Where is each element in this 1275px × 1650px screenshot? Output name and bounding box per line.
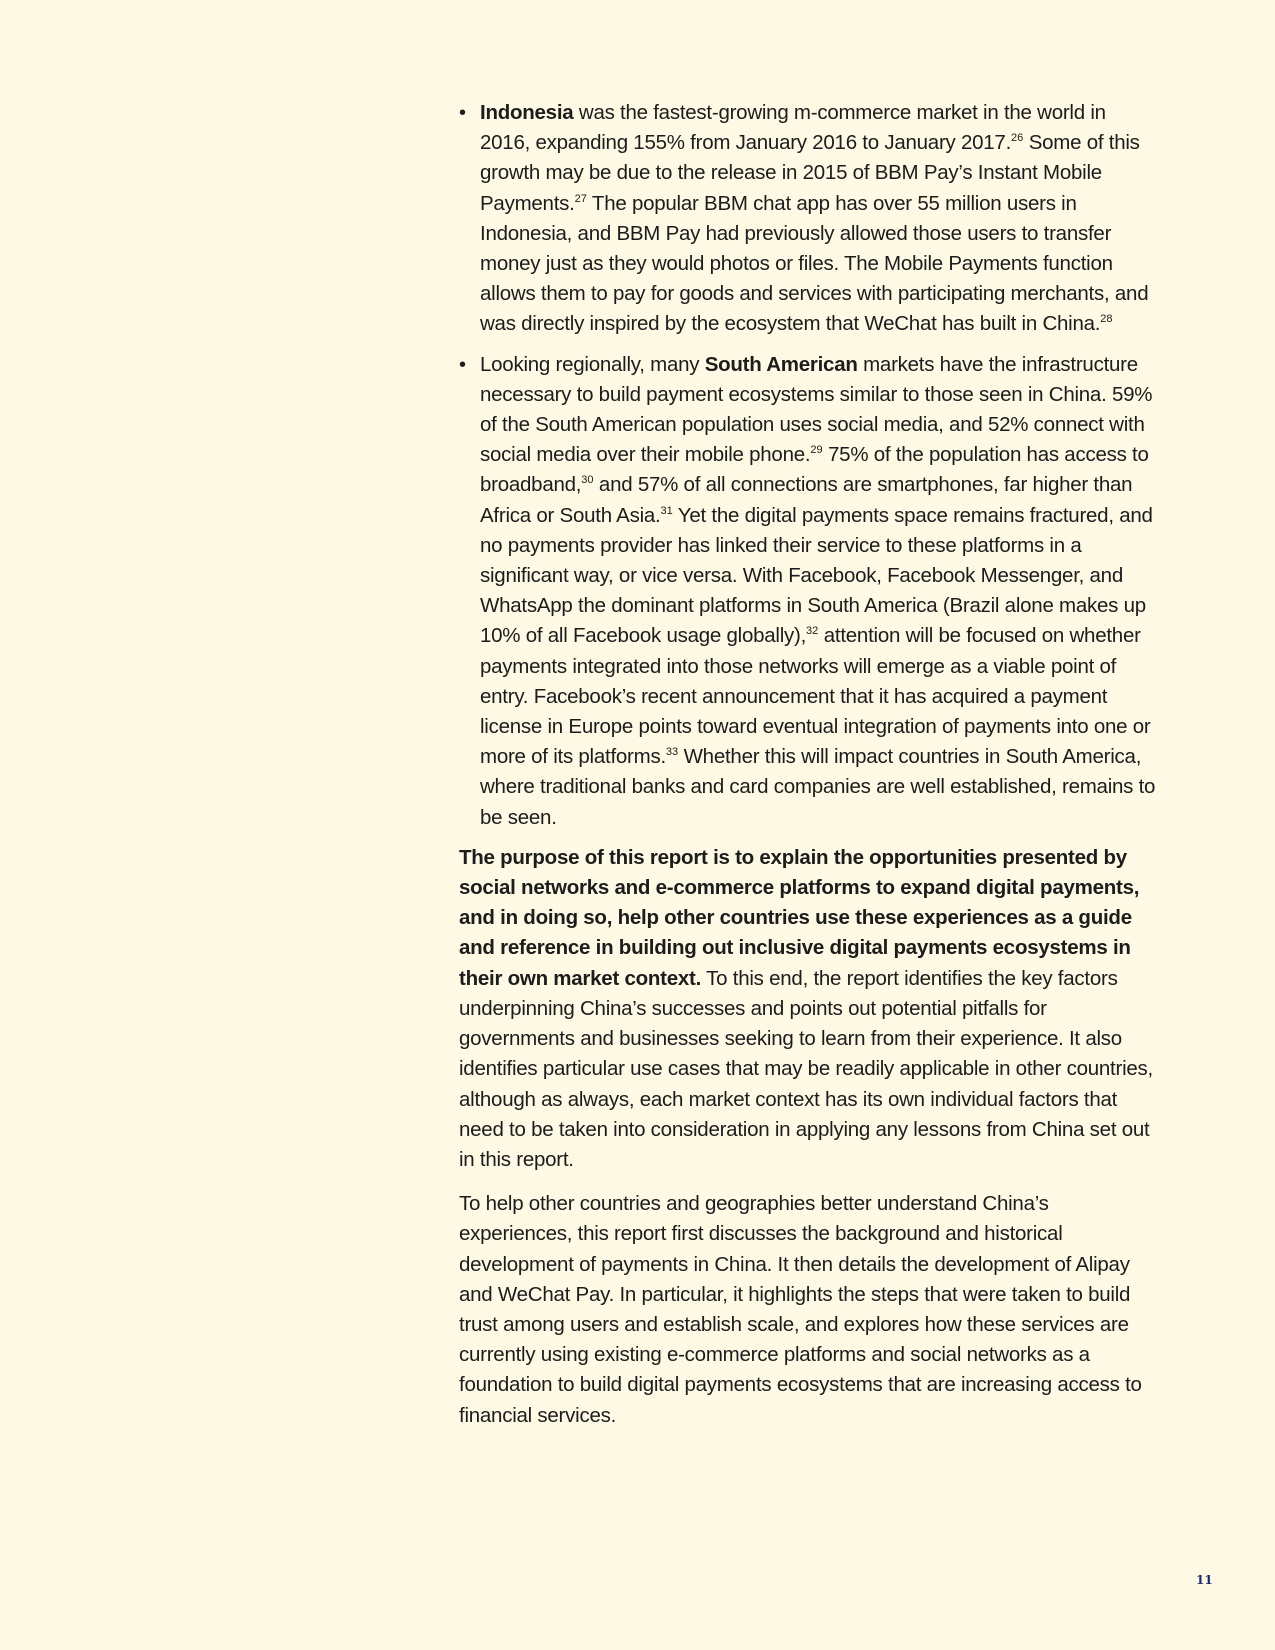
body-text-column xyxy=(459,98,1159,1445)
bullet-text: attention will be focused on whether payments integrated into those networks will emerge as a viable point of entry. Facebook’s recent announcement that it has acquired a payment license in Europe points toward eventual integration of payments into one or more of its platforms. xyxy=(480,624,1151,769)
footnote-ref-27: 27 xyxy=(574,192,587,205)
bullet-marker: • xyxy=(459,102,466,124)
footnote-ref-32: 32 xyxy=(806,625,819,638)
purpose-paragraph xyxy=(459,843,1159,1175)
bullet-text: Looking regionally, many xyxy=(480,352,705,376)
bullet-marker: • xyxy=(459,353,466,376)
bullet-text: The popular BBM chat app has over 55 million users in Indonesia, and BBM Pay had previously allowed those users to transfer money just as they would photos or files. The Mobile Payments function allows them to pay for goods and services with participating merchants, and was directly inspired by the ecosystem that WeChat has built in China. xyxy=(480,191,1149,336)
footnote-ref-30: 30 xyxy=(581,474,594,487)
bullet-text: Yet the digital payments space remains fractured, and no payments provider has linked their service to these platforms in a significant way, or vice versa. With Facebook, Facebook Messenger, and WhatsApp the dominant platforms in South America (Brazil alone makes up 10% of all Facebook usage globally), xyxy=(480,503,1153,648)
bullet-text: 75% of the population has access to broadband, xyxy=(480,443,1149,497)
footnote-ref-28: 28 xyxy=(1100,313,1113,326)
page-number: 11 xyxy=(1196,1573,1213,1587)
bullet-list xyxy=(459,98,1159,833)
footnote-ref-29: 29 xyxy=(810,444,823,457)
purpose-text: To this end, the report identifies the key factors underpinning China’s successes and points out potential pitfalls for governments and businesses seeking to learn from their experience. It also identifies particular use cases that may be readily applicable in other countries, although as always, each market context has its own individual factors that need to be taken into consideration in applying any lessons from China set out in this report. xyxy=(459,966,1153,1171)
closing-paragraph: To help other countries and geographies better understand China’s experiences, this report first discusses the background and historical development of payments in China. It then details the development of Alipay and WeChat Pay. In particular, it highlights the steps that were taken to build trust among users and establish scale, and explores how these services are currently using existing e-commerce platforms and social networks as a foundation to build digital payments ecosystems that are increasing access to financial services. xyxy=(459,1192,1142,1427)
bullet-text: Some of this growth may be due to the release in 2015 of BBM Pay’s Instant Mobile Payments. xyxy=(480,131,1140,215)
bullet-south-america xyxy=(459,350,1159,833)
bullet-text: was the fastest-growing m-commerce market in the world in 2016, expanding 155% from January 2016 to January 2017. xyxy=(480,101,1106,155)
footnote-ref-33: 33 xyxy=(665,746,679,759)
bullet-text: Whether this will impact countries in South America, where traditional banks and card companies are well established, remains to be seen. xyxy=(480,745,1156,829)
bullet-bold-term: South American xyxy=(704,352,858,376)
purpose-statement: The purpose of this report is to explain the opportunities presented by social networks and e-commerce platforms to expand digital payments, and in doing so, help other countries use these experiences as a guide and reference in building out inclusive digital payments ecosystems in their own market context. xyxy=(459,845,1140,990)
bullet-text: markets have the infrastructure necessary to build payment ecosystems similar to those seen in China. 59% of the South American population uses social media, and 52% connect with social media over their mobile phone. xyxy=(480,352,1153,467)
bullet-text: and 57% of all connections are smartphones, far higher than Africa or South Asia. xyxy=(480,473,1133,527)
footnote-ref-31: 31 xyxy=(660,504,673,517)
bullet-bold-term: Indonesia xyxy=(480,101,574,124)
bullet-indonesia xyxy=(459,98,1159,340)
footnote-ref-26: 26 xyxy=(1011,132,1024,145)
